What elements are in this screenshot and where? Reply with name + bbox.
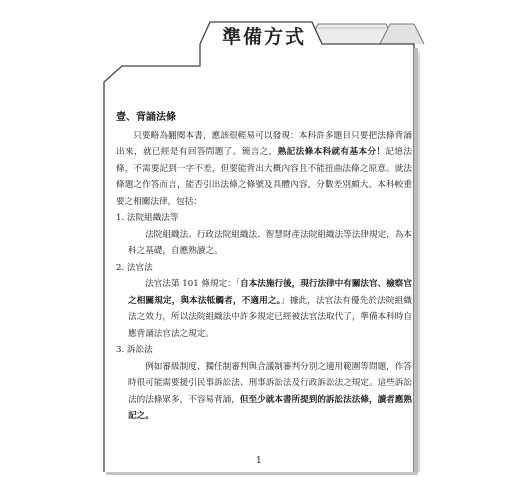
intro-emphasis: 熟記法條本科就有基本分！	[277, 147, 386, 157]
item-text-continued: 」據此，法官法有優先於法院組織法之效力，所以法院組織法中許多規定已經被法官法取代了，準備本科時自應背誦法官法之規定。	[128, 295, 412, 339]
item-heading: 2. 法官法	[116, 262, 153, 273]
item-heading: 3. 訴訟法	[116, 345, 153, 355]
item-body	[128, 276, 412, 342]
intro-paragraph	[116, 128, 412, 211]
intro-text-continued: 記憶法條，不需要記到一字不差，但要能背出大概內容且不能扭曲法條之原意。就法條題之作答而言，能否引出法條之條號及具體內容，分數差別頗大。本科較重要之相關法律，包括：	[116, 147, 412, 207]
page-title: 準備方式	[222, 26, 307, 48]
item-body	[128, 359, 412, 425]
item-heading: 1. 法院組織法等	[116, 213, 179, 223]
item-emphasis: 但至少就本書所提到的訴訟法法條，讀者應熟記之。	[128, 394, 412, 421]
page-content	[116, 110, 412, 425]
section-heading: 壹、背誦法條	[116, 112, 176, 123]
item-emphasis: 自本法施行後，現行法律中有關法官、檢察官之相關規定，與本法牴觸者，不適用之。	[128, 279, 412, 306]
item-text: 例如審級制度、獨任制審判與合議制審判分別之適用範圍等問題，作答時很可能需要援引民事訴訟法、刑事訴訟法及行政訴訟法之規定。這些訴訟法的法條眾多，不容易背誦，	[128, 361, 412, 405]
item-body: 法院組織法、行政法院組織法、智慧財產法院組織法等法律規定，為本科之基礎，自應熟讀之。	[128, 229, 412, 256]
page-number: 1	[256, 456, 262, 466]
intro-text: 只要略為翻閱本書，應該很輕易可以發現：本科許多題目只要把法條背誦出來，就已經是有回答問題了。簡言之，	[116, 130, 412, 157]
item-text: 法官法第 101 條規定：「	[145, 279, 241, 289]
